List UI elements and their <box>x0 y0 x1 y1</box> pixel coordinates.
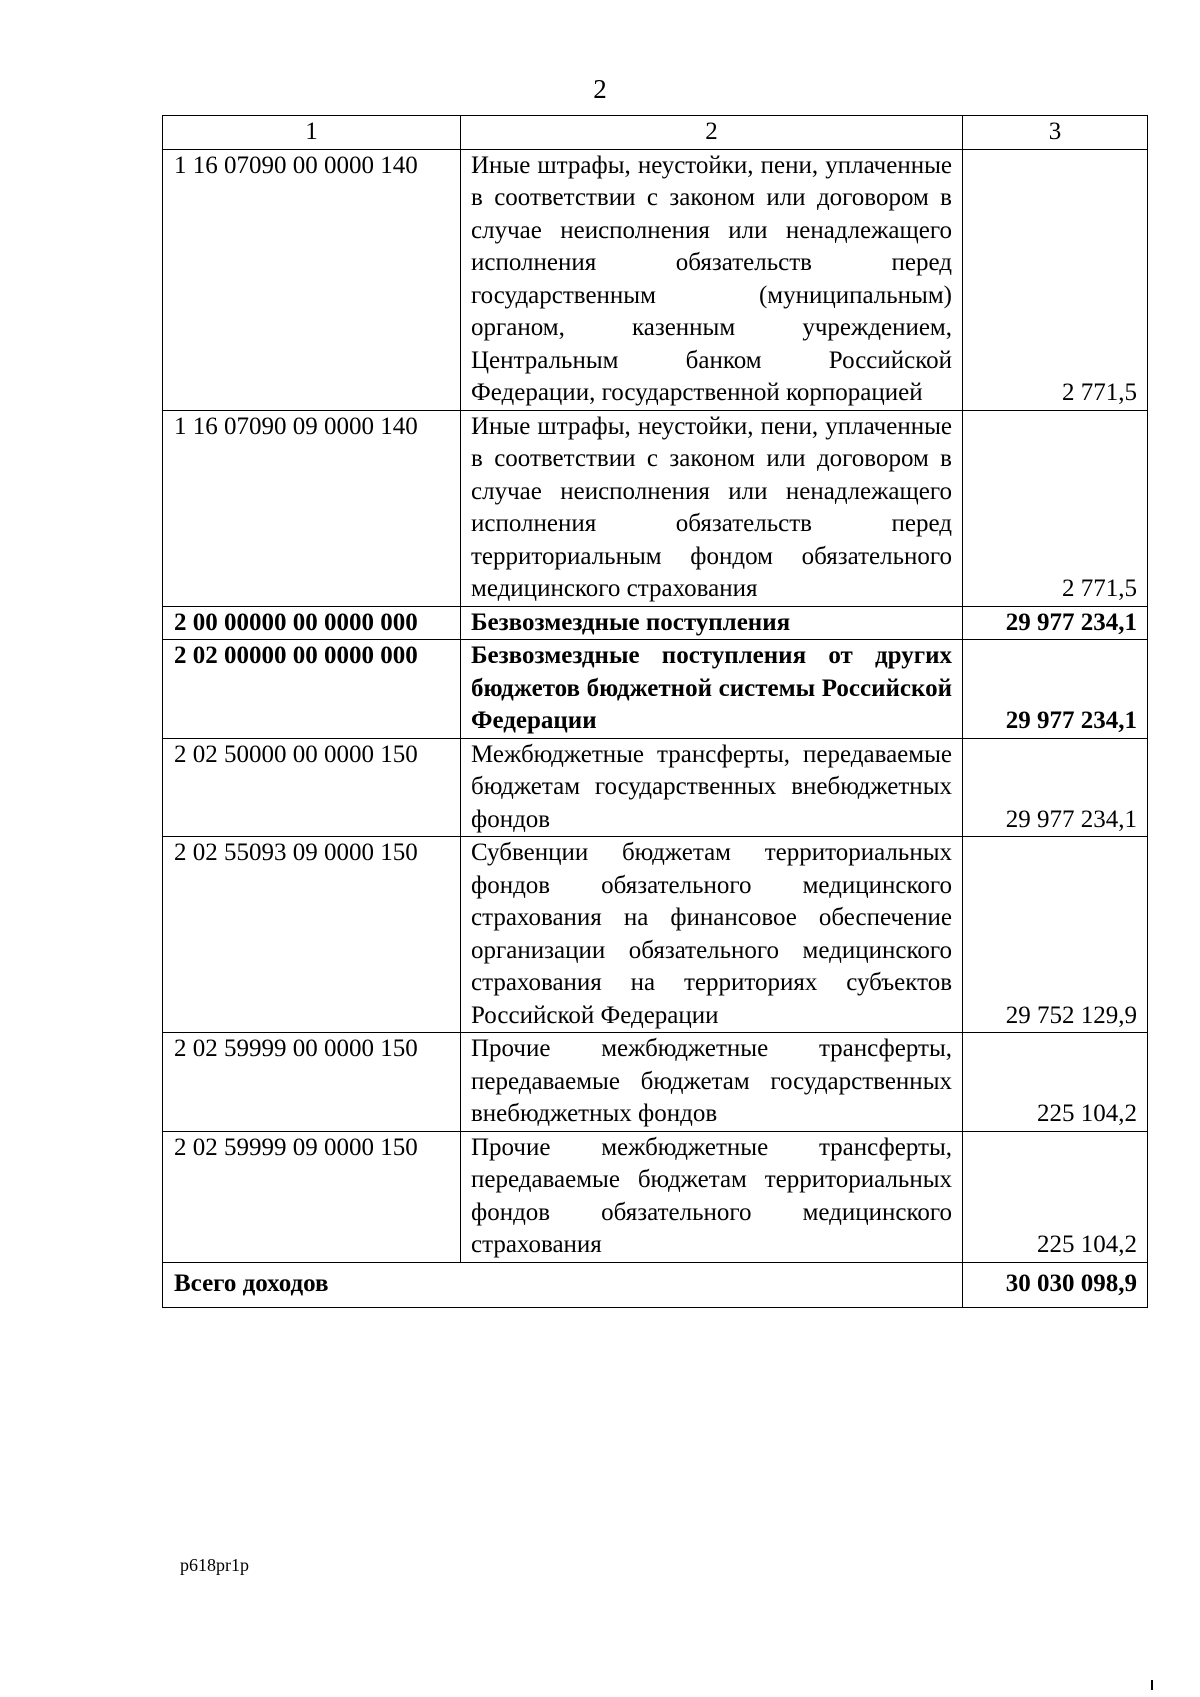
revenue-table <box>162 115 1148 1308</box>
total-label: Всего доходов <box>163 1262 963 1307</box>
table-row <box>163 640 1148 739</box>
column-header-2: 2 <box>461 116 963 150</box>
table-row <box>163 837 1148 1033</box>
row-name: Прочие межбюджетные трансферты, передаваемые бюджетам территориальных фондов обязательного медицинского страхования <box>461 1131 963 1262</box>
table-row <box>163 606 1148 640</box>
table-row <box>163 149 1148 410</box>
row-name: Иные штрафы, неустойки, пени, уплаченные в соответствии с законом или договором в случае неисполнения или ненадлежащего исполнения обязательств перед государственным (муниципальным) органом, казенным учреждением, Центральным банком Российской Федерации, государственной корпорацией <box>461 149 963 410</box>
table-row <box>163 738 1148 837</box>
row-amount: 29 752 129,9 <box>963 837 1148 1033</box>
row-amount: 225 104,2 <box>963 1033 1148 1132</box>
total-amount: 30 030 098,9 <box>963 1262 1148 1307</box>
row-amount: 2 771,5 <box>963 149 1148 410</box>
row-name: Субвенции бюджетам территориальных фондов обязательного медицинского страхования на финансовое обеспечение организации обязательного медицинского страхования на территориях субъектов Российской Федерации <box>461 837 963 1033</box>
page-number: 2 <box>593 74 607 104</box>
row-code: 2 02 00000 00 0000 000 <box>163 640 461 739</box>
table-row <box>163 1033 1148 1132</box>
row-name: Безвозмездные поступления <box>461 606 963 640</box>
row-name: Межбюджетные трансферты, передаваемые бюджетам государственных внебюджетных фондов <box>461 738 963 837</box>
row-amount: 29 977 234,1 <box>963 640 1148 739</box>
row-code: 1 16 07090 09 0000 140 <box>163 410 461 606</box>
row-name: Иные штрафы, неустойки, пени, уплаченные в соответствии с законом или договором в случае неисполнения или ненадлежащего исполнения обязательств перед территориальным фондом обязательного медицинского страхования <box>461 410 963 606</box>
row-code: 2 02 55093 09 0000 150 <box>163 837 461 1033</box>
scan-mark <box>1151 1680 1153 1690</box>
row-amount: 29 977 234,1 <box>963 738 1148 837</box>
total-row <box>163 1262 1148 1307</box>
column-header-3: 3 <box>963 116 1148 150</box>
row-code: 2 00 00000 00 0000 000 <box>163 606 461 640</box>
row-code: 2 02 50000 00 0000 150 <box>163 738 461 837</box>
table-header-row <box>163 116 1148 150</box>
row-amount: 2 771,5 <box>963 410 1148 606</box>
table-row <box>163 410 1148 606</box>
row-name: Безвозмездные поступления от других бюджетов бюджетной системы Российской Федерации <box>461 640 963 739</box>
row-name: Прочие межбюджетные трансферты, передаваемые бюджетам государственных внебюджетных фондов <box>461 1033 963 1132</box>
column-header-1: 1 <box>163 116 461 150</box>
row-code: 2 02 59999 09 0000 150 <box>163 1131 461 1262</box>
document-code: p618pr1p <box>180 1555 249 1575</box>
row-code: 2 02 59999 00 0000 150 <box>163 1033 461 1132</box>
row-code: 1 16 07090 00 0000 140 <box>163 149 461 410</box>
row-amount: 225 104,2 <box>963 1131 1148 1262</box>
table-row <box>163 1131 1148 1262</box>
row-amount: 29 977 234,1 <box>963 606 1148 640</box>
